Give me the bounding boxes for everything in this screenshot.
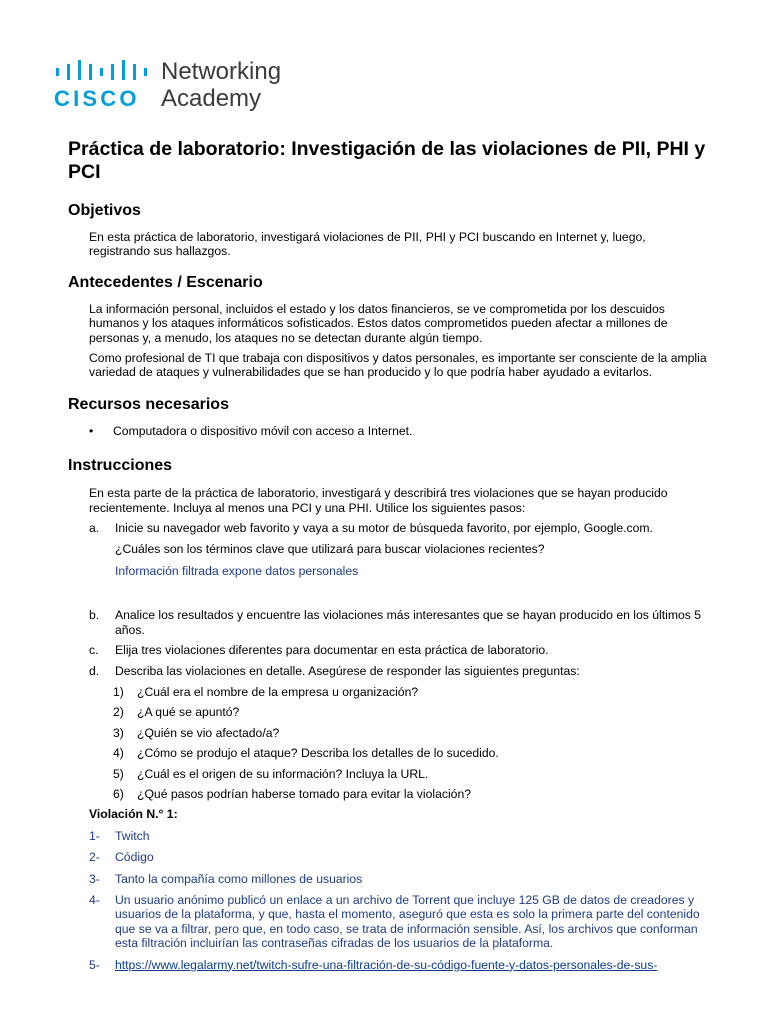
step-a-answer: Información filtrada expone datos personales: [115, 563, 359, 578]
answer-item: 1- Twitch: [89, 828, 150, 843]
step-c: c. Elija tres violaciones diferentes para documentar en esta práctica de laboratorio.: [89, 643, 549, 658]
step-d-text: Describa las violaciones en detalle. Asegúrese de responder las siguientes preguntas:: [115, 663, 580, 678]
answer-item: 5- https://www.legalarmy.net/twitch-sufre-una-filtración-de-su-código-fuente-y-datos-personales-de-sus-: [89, 957, 658, 972]
instrucciones-intro: En esta parte de la práctica de laboratorio, investigará y describirá tres violaciones que se hayan producido recientemente. Incluya al menos una PCI y una PHI. Utilice los siguientes pasos:: [89, 486, 668, 515]
step-a-question: ¿Cuáles son los términos clave que utilizará para buscar violaciones recientes?: [115, 542, 545, 557]
document-body: [68, 138, 708, 972]
question-item: 6) ¿Qué pasos podrían haberse tomado para evitar la violación?: [113, 786, 472, 801]
heading-antecedentes: Antecedentes / Escenario: [68, 273, 263, 291]
answer-item: 4- Un usuario anónimo publicó un enlace a un archivo de Torrent que incluye 125 GB de datos de creadores y usuarios de la plataforma, y que, hasta el momento, aseguró que esta es solo la primera parte del contenido que se va a filtrar, pero que, en todo caso, se trata de información sensible. Así, los archivos que conforman esta filtración incluirían las contraseñas cifradas de los usuarios de la plataforma.: [89, 892, 700, 951]
step-b-text: Analice los resultados y encuentre las violaciones más interesantes que se hayan producido en los últimos 5 años.: [115, 608, 702, 637]
question-item: 2) ¿A qué se apuntó?: [113, 705, 240, 720]
cisco-networking-academy-logo: [54, 58, 314, 118]
question-item: 3) ¿Quién se vio afectado/a?: [113, 725, 280, 740]
source-url-link[interactable]: https://www.legalarmy.net/twitch-sufre-una-filtración-de-su-código-fuente-y-datos-personales-de-sus-: [115, 957, 658, 972]
step-d: d. Describa las violaciones en detalle. Asegúrese de responder las siguientes preguntas:: [89, 663, 580, 678]
recursos-list-item: [68, 424, 708, 438]
answer-item: 2- Código: [89, 850, 154, 865]
logo-line-networking: Networking: [161, 58, 282, 85]
question-item: 1) ¿Cuál era el nombre de la empresa u organización?: [113, 684, 419, 699]
heading-instrucciones: Instrucciones: [68, 457, 173, 475]
objetivos-text: En esta práctica de laboratorio, investigará violaciones de PII, PHI y PCI buscando en Internet y, luego, registrando sus hallazgos.: [89, 230, 646, 259]
question-item: 5) ¿Cuál es el origen de su información? Incluya la URL.: [113, 766, 429, 781]
heading-objetivos: Objetivos: [68, 202, 141, 219]
antecedentes-paragraph-1: La información personal, incluidos el estado y los datos financieros, se ve comprometida por los descuidos humanos y los ataques informáticos sofisticados. Estos datos comprometidos pueden afectar a millones de personas y, a menudo, los ataques no se detectan durante algún tiempo.: [89, 301, 668, 345]
step-a: a. Inicie su navegador web favorito y vaya a su motor de búsqueda favorito, por ejemplo, Google.com.: [89, 521, 653, 536]
step-a-text: Inicie su navegador web favorito y vaya a su motor de búsqueda favorito, por ejemplo, Google.com.: [115, 521, 653, 536]
question-item: 4) ¿Cómo se produjo el ataque? Describa los detalles de lo sucedido.: [113, 746, 499, 761]
violation-1-label: Violación N.° 1:: [89, 807, 178, 822]
logo-academy-text: [161, 58, 281, 112]
recursos-item-text: Computadora o dispositivo móvil con acceso a Internet.: [113, 423, 413, 438]
step-b: b. Analice los resultados y encuentre las violaciones más interesantes que se hayan producido en los últimos 5 años.: [68, 608, 708, 637]
page-title: Práctica de laboratorio: Investigación de las violaciones de PII, PHI y PCI: [68, 138, 706, 183]
antecedentes-paragraph-2: Como profesional de TI que trabaja con dispositivos y datos personales, es importante ser consciente de la amplia variedad de ataques y vulnerabilidades que se han producido y lo que podría haber ayudado a evitarlos.: [89, 351, 707, 380]
cisco-bars-icon: [54, 60, 154, 80]
step-c-text: Elija tres violaciones diferentes para documentar en esta práctica de laboratorio.: [115, 643, 549, 658]
heading-recursos: Recursos necesarios: [68, 395, 229, 413]
logo-line-academy: Academy: [161, 85, 262, 112]
answer-item: 3- Tanto la compañía como millones de usuarios: [89, 871, 363, 886]
cisco-wordmark: CISCO: [54, 86, 140, 111]
bullet-mark: •: [89, 423, 94, 438]
